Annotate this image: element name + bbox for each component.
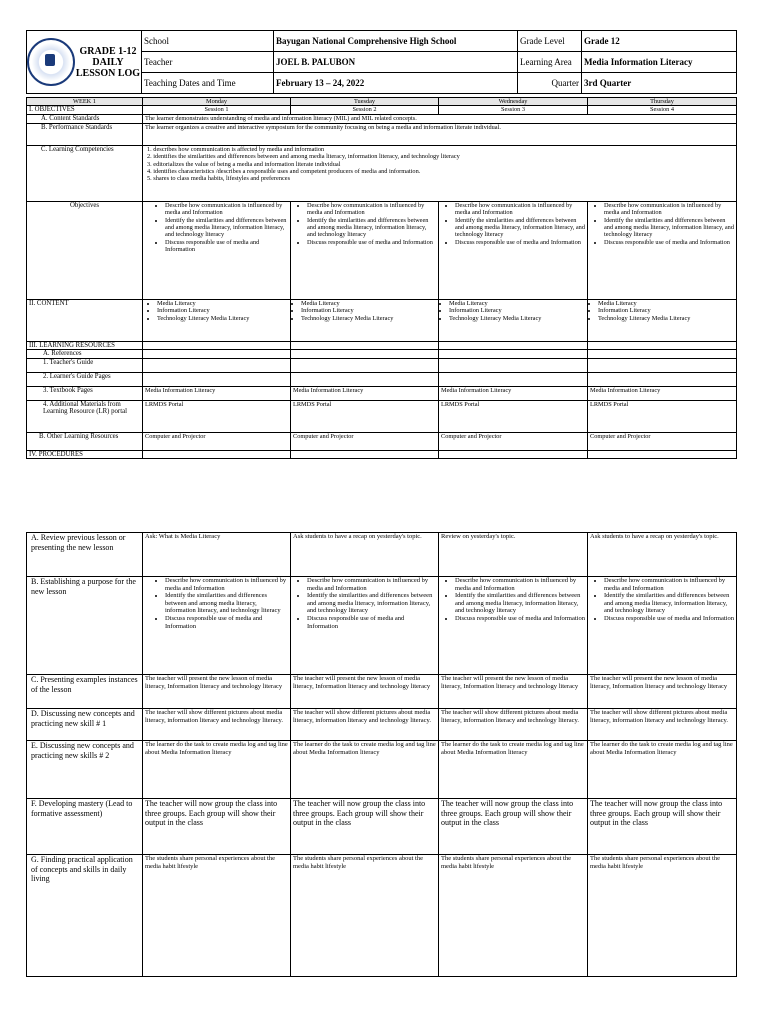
school-value: Bayugan National Comprehensive High School (274, 31, 518, 52)
other-resources-value: Computer and Projector (439, 432, 588, 450)
procedure-f-text: The teacher will now group the class into three groups. Each group will show their output in the class (588, 799, 737, 855)
procedure-a-wednesday: Review on yesterday's topic. (439, 533, 588, 577)
teaching-dates-value: February 13 – 24, 2022 (274, 73, 518, 94)
session-label: Session 1 (143, 106, 291, 114)
empty-cell (588, 372, 737, 386)
objective-item: • Describe how communication is influenced by media and Information (307, 202, 436, 217)
procedure-b-label: B. Establishing a purpose for the new lesson (27, 577, 143, 675)
objective-item: • Discuss responsible use of media and Information (165, 239, 288, 254)
objective-item: • Identify the similarities and differences between and among media literacy, information literacy, and technology literacy (307, 217, 436, 239)
procedure-g-text: The students share personal experiences about the media habit lifestyle (588, 855, 737, 977)
objective-item: • Describe how communication is influenced by media and Information (455, 577, 585, 592)
empty-cell (439, 358, 588, 372)
other-resources-value: Computer and Projector (588, 432, 737, 450)
procedure-a-tuesday: Ask students to have a recap on yesterday's topic. (291, 533, 439, 577)
competency-item: 3. editorializes the value of being a media and information literate individual (147, 160, 341, 168)
objective-item: • Discuss responsible use of media and Information (307, 239, 436, 246)
content-item: • Media Literacy (449, 300, 585, 307)
empty-cell (143, 372, 291, 386)
empty-cell (291, 372, 439, 386)
content-item: • Media Literacy (301, 300, 436, 307)
grade-level-value: Grade 12 (582, 31, 737, 52)
objective-item: • Identify the similarities and differences between and among media literacy, information literacy, and technology literacy (604, 217, 734, 239)
objective-item: • Discuss responsible use of media and Information (604, 239, 734, 246)
textbook-value: Media Information Literacy (588, 386, 737, 400)
objective-item: • Describe how communication is influenced by media and Information (307, 577, 436, 592)
procedure-f-text: The teacher will now group the class into three groups. Each group will show their output in the class (439, 799, 588, 855)
objectives-heading: I. OBJECTIVES (27, 106, 143, 114)
content-item: • Media Literacy (598, 300, 734, 307)
objective-item: • Identify the similarities and differences between and among media literacy, information literacy, and technology literacy (455, 217, 585, 239)
objective-item: • Discuss responsible use of media and Information (307, 615, 436, 630)
lrmds-value: LRMDS Portal (143, 400, 291, 432)
learning-competencies-list (143, 145, 737, 201)
teaching-dates-label: Teaching Dates and Time (142, 73, 274, 94)
content-item: • Information Literacy (598, 307, 734, 314)
empty-cell (439, 341, 588, 349)
procedure-c-text: The teacher will present the new lesson of media literacy, Information literacy and technology literacy (588, 675, 737, 709)
procedure-d-label: D. Discussing new concepts and practicing new skill # 1 (27, 709, 143, 741)
procedure-b-tuesday (291, 577, 439, 675)
procedure-d-text: The teacher will show different pictures about media literacy, information literacy and technology literacy. (291, 709, 439, 741)
textbook-value: Media Information Literacy (439, 386, 588, 400)
procedure-d-text: The teacher will show different pictures about media literacy, information literacy and technology literacy. (588, 709, 737, 741)
procedures-heading: IV. PROCEDURES (27, 450, 143, 458)
procedure-d-text: The teacher will show different pictures about media literacy, information literacy and technology literacy. (143, 709, 291, 741)
lesson-log-header (26, 30, 737, 94)
objectives-cell-thursday (588, 201, 737, 299)
content-standards-label: A. Content Standards (27, 114, 143, 123)
deped-seal-icon (27, 38, 75, 86)
procedures-table (26, 532, 737, 977)
procedure-e-label: E. Discussing new concepts and practicing new skills # 2 (27, 741, 143, 799)
content-item: • Information Literacy (157, 307, 288, 314)
teacher-guide-label: 1. Teacher's Guide (27, 358, 143, 372)
empty-cell (291, 350, 439, 358)
lrmds-value: LRMDS Portal (439, 400, 588, 432)
procedure-c-text: The teacher will present the new lesson of media literacy, Information literacy and technology literacy (143, 675, 291, 709)
content-cell-wednesday (439, 299, 588, 341)
objectives-table (26, 97, 737, 459)
grade-level-label: Grade Level (518, 31, 582, 52)
procedure-c-label: C. Presenting examples instances of the lesson (27, 675, 143, 709)
objectives-cell-monday (143, 201, 291, 299)
objective-item: • Describe how communication is influenced by media and Information (604, 202, 734, 217)
textbook-value: Media Information Literacy (143, 386, 291, 400)
empty-cell (143, 358, 291, 372)
content-item: • Technology Literacy Media Literacy (157, 315, 288, 322)
lrmds-value: LRMDS Portal (588, 400, 737, 432)
procedure-a-label: A. Review previous lesson or presenting the new lesson (27, 533, 143, 577)
empty-cell (588, 350, 737, 358)
objectives-cell-tuesday (291, 201, 439, 299)
header-title-cell (27, 31, 142, 94)
day-header: Tuesday (291, 98, 439, 106)
objective-item: • Discuss responsible use of media and Information (455, 239, 585, 246)
content-item: • Information Literacy (301, 307, 436, 314)
objective-item: • Describe how communication is influenced by media and Information (165, 577, 288, 592)
procedure-g-text: The students share personal experiences about the media habit lifestyle (291, 855, 439, 977)
session-label: Session 3 (439, 106, 588, 114)
procedure-g-label: G. Finding practical application of concepts and skills in daily living (27, 855, 143, 977)
references-label: A. References (27, 350, 143, 358)
empty-cell (588, 341, 737, 349)
empty-cell (439, 372, 588, 386)
procedure-d-text: The teacher will show different pictures about media literacy, information literacy and technology literacy. (439, 709, 588, 741)
empty-cell (439, 450, 588, 458)
objective-item: • Discuss responsible use of media and Information (165, 615, 288, 630)
procedure-g-text: The students share personal experiences about the media habit lifestyle (439, 855, 588, 977)
teacher-value: JOEL B. PALUBON (274, 52, 518, 73)
procedure-b-monday (143, 577, 291, 675)
procedure-c-text: The teacher will present the new lesson of media literacy, Information literacy and technology literacy (291, 675, 439, 709)
other-resources-value: Computer and Projector (143, 432, 291, 450)
procedure-b-wednesday (439, 577, 588, 675)
objective-item: • Describe how communication is influenced by media and Information (604, 577, 734, 592)
day-header: Wednesday (439, 98, 588, 106)
empty-cell (143, 450, 291, 458)
learner-guide-label: 2. Learner's Guide Pages (27, 372, 143, 386)
content-item: • Media Literacy (157, 300, 288, 307)
procedure-a-monday: Ask: What is Media Literacy (143, 533, 291, 577)
empty-cell (291, 358, 439, 372)
competency-item: 5. shares to class media habits, lifestyles and preferences (147, 175, 291, 183)
competency-item: 4. identifies characteristics /describes a responsible uses and competent producers of media and information. (147, 168, 421, 176)
objective-item: • Describe how communication is influenced by media and Information (455, 202, 585, 217)
procedure-c-text: The teacher will present the new lesson of media literacy, Information literacy and technology literacy (439, 675, 588, 709)
session-label: Session 4 (588, 106, 737, 114)
procedure-a-thursday: Ask students to have a recap on yesterday's topic. (588, 533, 737, 577)
log-title-line: LESSON LOG (75, 67, 141, 79)
objective-item: • Identify the similarities and differences between and among media literacy, information literacy, and technology literacy (165, 592, 288, 615)
content-item: • Technology Literacy Media Literacy (449, 315, 585, 322)
day-header: Thursday (588, 98, 737, 106)
content-standards-text: The learner demonstrates understanding of media and information literacy (MIL) and MIL related concepts. (143, 114, 737, 123)
content-item: • Technology Literacy Media Literacy (301, 315, 436, 322)
learning-area-value: Media Information Literacy (582, 52, 737, 73)
competency-item: 2. identifies the similarities and differences between and among media literacy, information literacy, and technology literacy (147, 153, 460, 161)
objective-item: • Discuss responsible use of media and Information (455, 615, 585, 623)
learning-resources-heading: III. LEARNING RESOURCES (27, 341, 143, 349)
other-resources-label: B. Other Learning Resources (27, 432, 143, 450)
learning-competencies-label: C. Learning Competencies (27, 145, 143, 201)
textbook-value: Media Information Literacy (291, 386, 439, 400)
procedure-e-text: The learner do the task to create media log and tag line about Media Information literacy (291, 741, 439, 799)
content-cell-thursday (588, 299, 737, 341)
objective-item: • Identify the similarities and differences between and among media literacy, information literacy, and technology literacy (165, 217, 288, 239)
competency-item: 1. describes how communication is affected by media and information (147, 145, 325, 153)
day-header: Monday (143, 98, 291, 106)
empty-cell (439, 350, 588, 358)
procedure-f-label: F. Developing mastery (Lead to formative assessment) (27, 799, 143, 855)
objective-item: • Discuss responsible use of media and Information (604, 615, 734, 623)
teacher-label: Teacher (142, 52, 274, 73)
objective-item: • Identify the similarities and differences between and among media literacy, information literacy, and technology literacy (604, 592, 734, 615)
performance-standards-text: The learner organizes a creative and interactive symposium for the community focusing on being a media and information literate individual. (143, 123, 737, 145)
objectives-label: Objectives (27, 201, 143, 299)
empty-cell (291, 341, 439, 349)
log-title (75, 46, 141, 79)
log-title-line: DAILY (92, 56, 124, 68)
empty-cell (588, 450, 737, 458)
learning-area-label: Learning Area (518, 52, 582, 73)
content-item: • Technology Literacy Media Literacy (598, 315, 734, 322)
procedure-b-thursday (588, 577, 737, 675)
other-resources-value: Computer and Projector (291, 432, 439, 450)
log-title-line: GRADE 1-12 (79, 45, 137, 57)
procedure-g-text: The students share personal experiences about the media habit lifestyle (143, 855, 291, 977)
empty-cell (588, 358, 737, 372)
empty-cell (291, 450, 439, 458)
objective-item: • Describe how communication is influenced by media and Information (165, 202, 288, 217)
content-item: • Information Literacy (449, 307, 585, 314)
procedure-f-text: The teacher will now group the class into three groups. Each group will show their output in the class (291, 799, 439, 855)
week-label: WEEK 1 (27, 98, 143, 106)
textbook-pages-label: 3. Textbook Pages (27, 386, 143, 400)
procedure-f-text: The teacher will now group the class into three groups. Each group will show their output in the class (143, 799, 291, 855)
performance-standards-label: B. Performance Standards (27, 123, 143, 145)
content-heading: II. CONTENT (27, 299, 143, 341)
quarter-value: 3rd Quarter (582, 73, 737, 94)
objective-item: • Identify the similarities and differences between and among media literacy, information literacy, and technology literacy (455, 592, 585, 615)
empty-cell (143, 341, 291, 349)
quarter-label: Quarter (518, 73, 582, 94)
content-cell-monday (143, 299, 291, 341)
school-label: School (142, 31, 274, 52)
objectives-cell-wednesday (439, 201, 588, 299)
procedure-e-text: The learner do the task to create media log and tag line about Media Information literacy (143, 741, 291, 799)
objective-item: • Identify the similarities and differences between and among media literacy, information literacy, and technology literacy (307, 592, 436, 615)
lrmds-value: LRMDS Portal (291, 400, 439, 432)
empty-cell (143, 350, 291, 358)
content-cell-tuesday (291, 299, 439, 341)
procedure-e-text: The learner do the task to create media log and tag line about Media Information literacy (439, 741, 588, 799)
additional-materials-label: 4. Additional Materials from Learning Resource (LR) portal (27, 400, 143, 432)
session-label: Session 2 (291, 106, 439, 114)
procedure-e-text: The learner do the task to create media log and tag line about Media Information literacy (588, 741, 737, 799)
